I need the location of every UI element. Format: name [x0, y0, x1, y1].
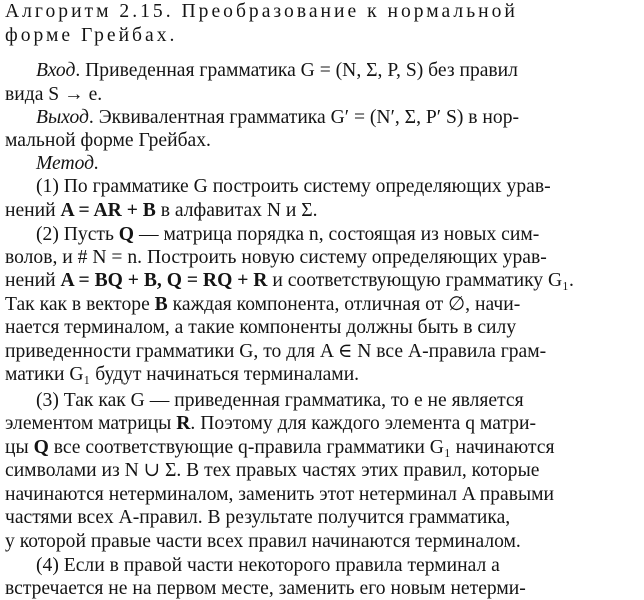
step3-line-4: символами из N ∪ Σ. В тех правых частях этих правил, которые — [5, 460, 540, 481]
step3-line-3 — [5, 437, 555, 459]
step2-text-d: и соответствующую грамматику G₁. — [267, 270, 574, 291]
input-label: Вход — [36, 60, 76, 81]
method-label: Метод. — [36, 153, 99, 174]
output-text-1: . Эквивалентная грамматика G′ = (N′, Σ, P′ S) в нор- — [88, 107, 520, 128]
step3-line-6: частями всех A-правил. В результате получится грамматика, — [5, 507, 511, 528]
step3-matrix-r: R — [176, 413, 191, 434]
input-line-2: вида S → e. — [5, 84, 103, 105]
output-line-1 — [36, 107, 519, 129]
step3-line-1: (3) Так как G — приведенная грамматика, то e не является — [36, 390, 524, 411]
step2-text-c: нений — [5, 270, 61, 291]
step2-text-f: каждая компонента, отличная от ∅, начи- — [167, 294, 521, 315]
output-label: Выход — [36, 107, 89, 128]
step1-text-a: нений — [5, 200, 61, 221]
step3-text-a: элементом матрицы — [5, 413, 177, 434]
input-line-1 — [36, 60, 518, 82]
step2-line-2: волов, и # N = n. Построить новую систему определяющих урав- — [5, 247, 547, 268]
step2-line-4 — [5, 294, 520, 316]
step3-matrix-q: Q — [33, 437, 49, 458]
step2-vector-b: B — [154, 294, 168, 315]
step4-line-2: встречается не на первом месте, заменить его новым нетерми- — [5, 578, 526, 599]
algorithm-title-line-2: форме Грейбах. — [5, 25, 178, 46]
step3-text-d: все соответствующие q-правила грамматики G₁ начинаются — [48, 437, 555, 458]
step2-line-7: матики G₁ будут начинаться терминалами. — [5, 364, 360, 385]
step2-equations: A = BQ + B, Q = RQ + R — [60, 270, 268, 291]
algorithm-title-line-1: Алгоритм 2.15. Преобразование к нормальной — [5, 1, 518, 22]
step2-matrix-q: Q — [118, 224, 135, 245]
step3-line-5: начинаются нетерминалом, заменить этот нетерминал A правыми — [5, 484, 555, 505]
step2-line-3 — [5, 270, 574, 292]
step3-line-7: у которой правые части всех правил начинаются терминалом. — [5, 531, 521, 552]
step3-text-b: . Поэтому для каждого элемента q матри- — [190, 413, 536, 434]
step1-text-b: в алфавитах N и Σ. — [155, 200, 318, 221]
step2-line-5: нается терминалом, а такие компоненты должны быть в силу — [5, 317, 517, 338]
step1-equation: A = AR + B — [60, 200, 156, 221]
step1-line-2 — [5, 200, 318, 222]
step2-line-6: приведенности грамматики G, то для A ∈ N все A-правила грам- — [5, 341, 547, 362]
step3-line-2 — [5, 413, 536, 435]
step2-line-1 — [36, 224, 539, 246]
step3-text-c: цы — [5, 437, 34, 458]
output-line-2: мальной форме Грейбах. — [5, 130, 211, 151]
step2-text-b: — матрица порядка n, состоящая из новых сим- — [134, 224, 540, 245]
step2-text-e: Так как в векторе — [5, 294, 155, 315]
step4-line-1: (4) Если в правой части некоторого правила терминал a — [36, 555, 500, 576]
step1-line-1: (1) По грамматике G построить систему определяющих урав- — [36, 176, 551, 197]
input-text-1: . Приведенная грамматика G = (N, Σ, P, S) без правил — [75, 60, 518, 81]
step2-text-a: (2) Пусть — [36, 224, 119, 245]
